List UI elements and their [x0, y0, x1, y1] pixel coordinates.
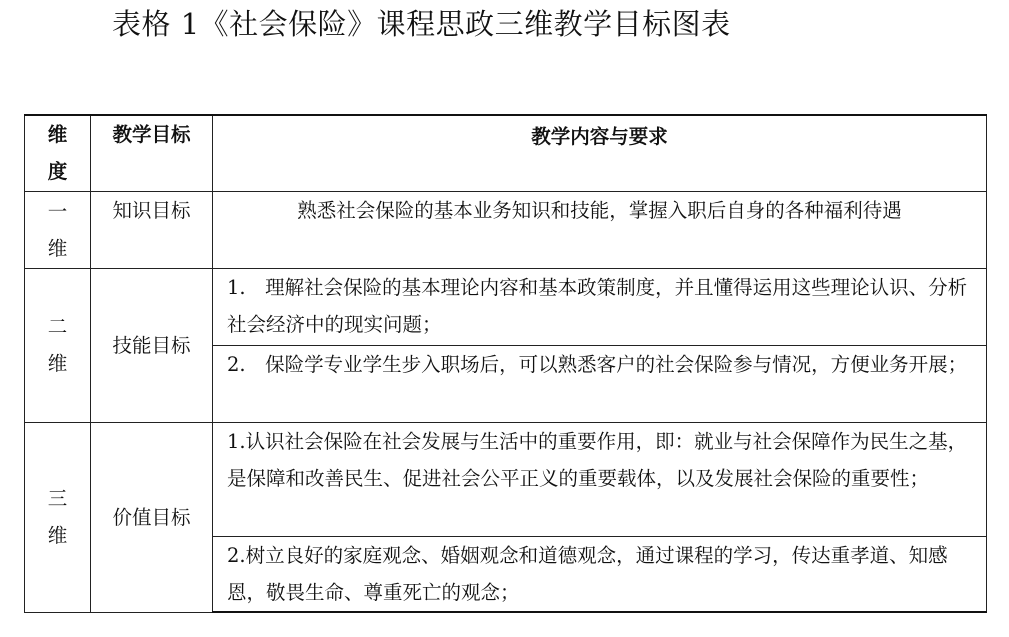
dimension-cell [25, 268, 91, 422]
goal-cell [91, 191, 213, 268]
goal-cell [91, 268, 213, 422]
teaching-goals-table [24, 114, 987, 613]
dimension-label: 三维 [47, 487, 68, 547]
content-item: 1.认识社会保险在社会发展与生活中的重要作用，即：就业与社会保障作为民生之基，是保障和改善民生、促进社会公平正义的重要载体，以及发展社会保险的重要性； [227, 429, 968, 490]
dimension-cell [25, 191, 91, 268]
header-content: 教学内容与要求 [531, 125, 668, 148]
content-item: 2.树立良好的家庭观念、婚姻观念和道德观念，通过课程的学习，传达重孝道、知感恩，敬畏生命、尊重死亡的观念； [227, 543, 948, 604]
content-item: 熟悉社会保险的基本业务知识和技能，掌握入职后自身的各种福利待遇 [297, 198, 902, 222]
header-dimension-cell [25, 115, 91, 191]
header-content-cell [213, 115, 987, 191]
content-cell [213, 268, 987, 345]
content-item: 2. 保险学专业学生步入职场后，可以熟悉客户的社会保险参与情况，方便业务开展； [227, 352, 968, 376]
table-row-skill-1 [25, 268, 987, 345]
goal-label: 价值目标 [112, 505, 191, 529]
content-cell [213, 422, 987, 536]
goal-cell [91, 422, 213, 612]
table-header-row [25, 115, 987, 191]
content-item: 1. 理解社会保险的基本理论内容和基本政策制度，并且懂得运用这些理论认识、分析社会经济中的现实问题； [227, 275, 968, 336]
header-goal: 教学目标 [112, 123, 191, 146]
content-cell [213, 191, 987, 268]
header-goal-cell [91, 115, 213, 191]
goal-label: 知识目标 [112, 198, 191, 222]
table-caption: 表格 1《社会保险》课程思政三维教学目标图表 [112, 7, 731, 41]
goal-label: 技能目标 [112, 333, 191, 357]
dimension-label: 二维 [47, 315, 68, 375]
content-cell [213, 345, 987, 422]
dimension-cell [25, 422, 91, 612]
content-cell [213, 536, 987, 612]
table-row-value-1 [25, 422, 987, 536]
dimension-label: 一维 [47, 199, 68, 260]
header-dimension: 维度 [47, 123, 68, 183]
table-row-knowledge [25, 191, 987, 268]
